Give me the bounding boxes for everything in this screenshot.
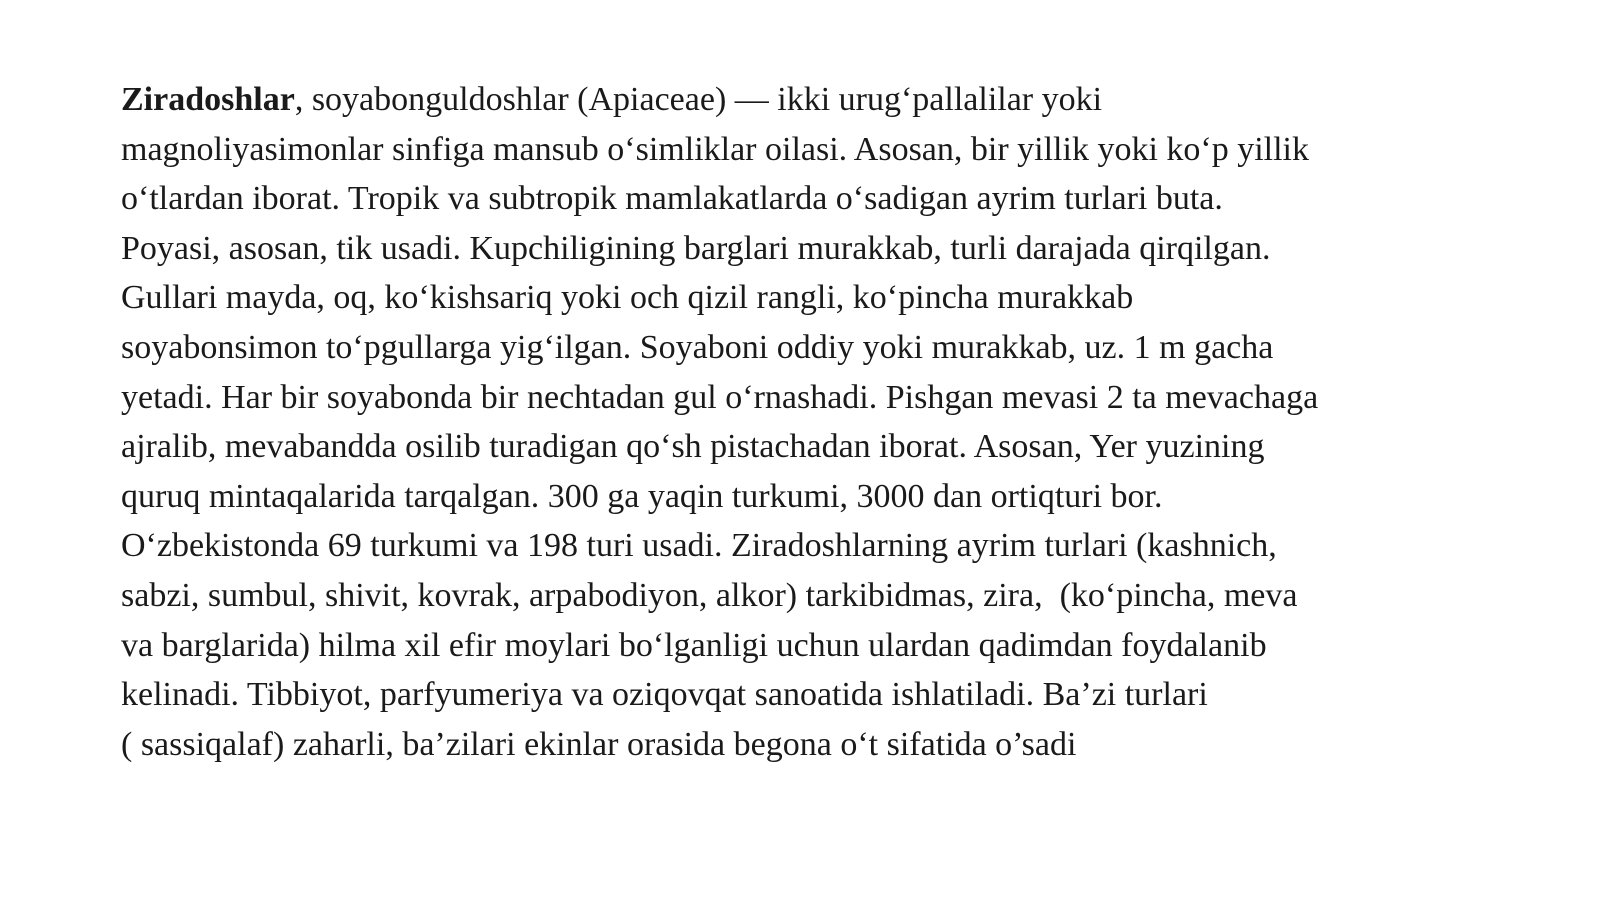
text-line-8: ajralib, mevabandda osilib turadigan qoʻsh pistachadan iborat. Asosan, Yer yuzining [121, 428, 1265, 466]
term-heading: Ziradoshlar [121, 81, 295, 118]
text-line-7: yetadi. Har bir soyabonda bir nechtadan gul oʻrnashadi. Pishgan mevasi 2 ta mevachaga [121, 378, 1319, 416]
text-line-13: kelinadi. Tibbiyot, parfyumeriya va oziqovqat sanoatida ishlatiladi. Ba’zi turlari [121, 676, 1208, 714]
text-line-6: soyabonsimon toʻpgullarga yigʻilgan. Soyaboni oddiy yoki murakkab, uz. 1 m gacha [121, 328, 1274, 366]
text-line-4: Poyasi, asosan, tik usadi. Kupchiligining barglari murakkab, turli darajada qirqilgan. [121, 229, 1271, 267]
text-line-2: magnoliyasimonlar sinfiga mansub oʻsimliklar oilasi. Asosan, bir yillik yoki koʻp yillik [121, 130, 1310, 168]
text-line-1 [121, 75, 1541, 125]
text-line-1-rest: , soyabonguldoshlar (Apiaceae) — ikki urugʻpallalilar yoki [294, 81, 1103, 118]
text-line-12: va barglarida) hilma xil efir moylari boʻlganligi uchun ulardan qadimdan foydalanib [121, 626, 1267, 664]
text-line-10: Oʻzbekistonda 69 turkumi va 198 turi usadi. Ziradoshlarning ayrim turlari (kashnich, [121, 527, 1277, 565]
text-line-11: sabzi, sumbul, shivit, kovrak, arpabodiyon, alkor) tarkibidmas, zira, (koʻpincha, meva [121, 576, 1298, 614]
text-line-9: quruq mintaqalarida tarqalgan. 300 ga yaqin turkumi, 3000 dan ortiqturi bor. [121, 477, 1163, 515]
body-paragraph [121, 75, 1541, 769]
text-line-3: oʻtlardan iborat. Tropik va subtropik mamlakatlarda oʻsadigan ayrim turlari buta. [121, 180, 1223, 218]
text-line-5: Gullari mayda, oq, koʻkishsariq yoki och qizil rangli, koʻpincha murakkab [121, 279, 1134, 317]
text-line-14: ( sassiqalaf) zaharli, ba’zilari ekinlar orasida begona oʻt sifatida o’sadi [121, 725, 1077, 763]
